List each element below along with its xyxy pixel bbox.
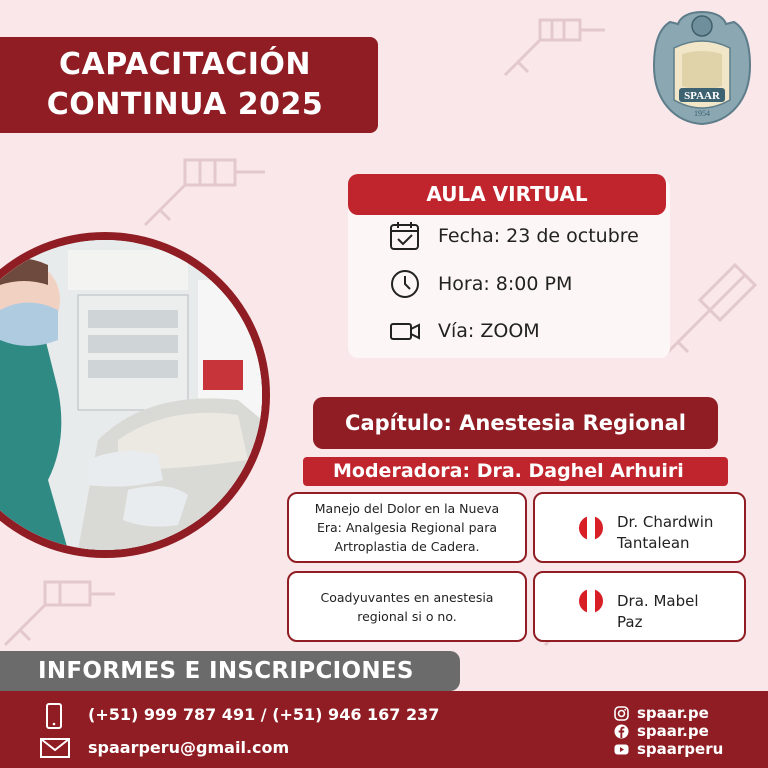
instagram-handle: spaar.pe (637, 704, 709, 722)
title-line-2: CONTINUA 2025 (46, 87, 324, 122)
syringe-watermark-icon (140, 140, 270, 230)
facebook-icon (614, 724, 629, 739)
facebook-handle: spaar.pe (637, 722, 709, 740)
talk-topic: Manejo del Dolor en la Nueva Era: Analgesia Regional para Artroplastia de Cadera. (287, 492, 527, 563)
syringe-watermark-icon (660, 250, 768, 360)
informes-heading: INFORMES E INSCRIPCIONES (0, 651, 460, 691)
spaar-logo (652, 8, 752, 126)
logo-name: SPAAR (684, 90, 720, 102)
calendar-icon (388, 220, 422, 252)
session-date: Fecha: 23 de octubre (438, 225, 639, 247)
footer-bar (0, 691, 768, 768)
date-row (388, 220, 639, 252)
session-via: Vía: ZOOM (438, 320, 540, 342)
chapter-banner: Capítulo: Anestesia Regional (313, 397, 718, 449)
speaker-name-line-1: Dr. Chardwin (617, 513, 714, 531)
facebook-link[interactable] (614, 723, 709, 739)
speaker-name-line-2: Tantalean (617, 534, 690, 552)
aula-virtual-banner: AULA VIRTUAL (348, 174, 666, 215)
email-link[interactable]: spaarperu@gmail.com (88, 738, 290, 757)
youtube-link[interactable] (614, 741, 723, 757)
youtube-icon (614, 742, 629, 757)
clock-icon (388, 268, 422, 300)
logo-year: 1954 (694, 109, 710, 118)
peru-flag-icon (579, 589, 603, 613)
moderator-banner: Moderadora: Dra. Daghel Arhuiri (303, 457, 728, 486)
youtube-handle: spaarperu (637, 740, 724, 758)
talk-topic: Coadyuvantes en anestesia regional si o no. (287, 571, 527, 642)
video-camera-icon (388, 315, 422, 347)
speaker-name-line-1: Dra. Mabel (617, 592, 699, 610)
syringe-watermark-icon (500, 0, 610, 80)
session-time: Hora: 8:00 PM (438, 273, 573, 295)
time-row (388, 268, 572, 300)
syringe-watermark-icon (0, 570, 120, 650)
phone-numbers[interactable]: (+51) 999 787 491 / (+51) 946 167 237 (88, 705, 440, 724)
mail-icon (40, 738, 70, 758)
phone-icon (45, 703, 63, 729)
via-row (388, 315, 540, 347)
peru-flag-icon (579, 516, 603, 540)
title-line-1: CAPACITACIÓN (58, 47, 311, 82)
speaker-card (533, 492, 746, 563)
speaker-name-line-2: Paz (617, 613, 643, 631)
title-banner (0, 37, 378, 133)
instagram-icon (614, 706, 629, 721)
instagram-link[interactable] (614, 705, 709, 721)
speaker-card (533, 571, 746, 642)
